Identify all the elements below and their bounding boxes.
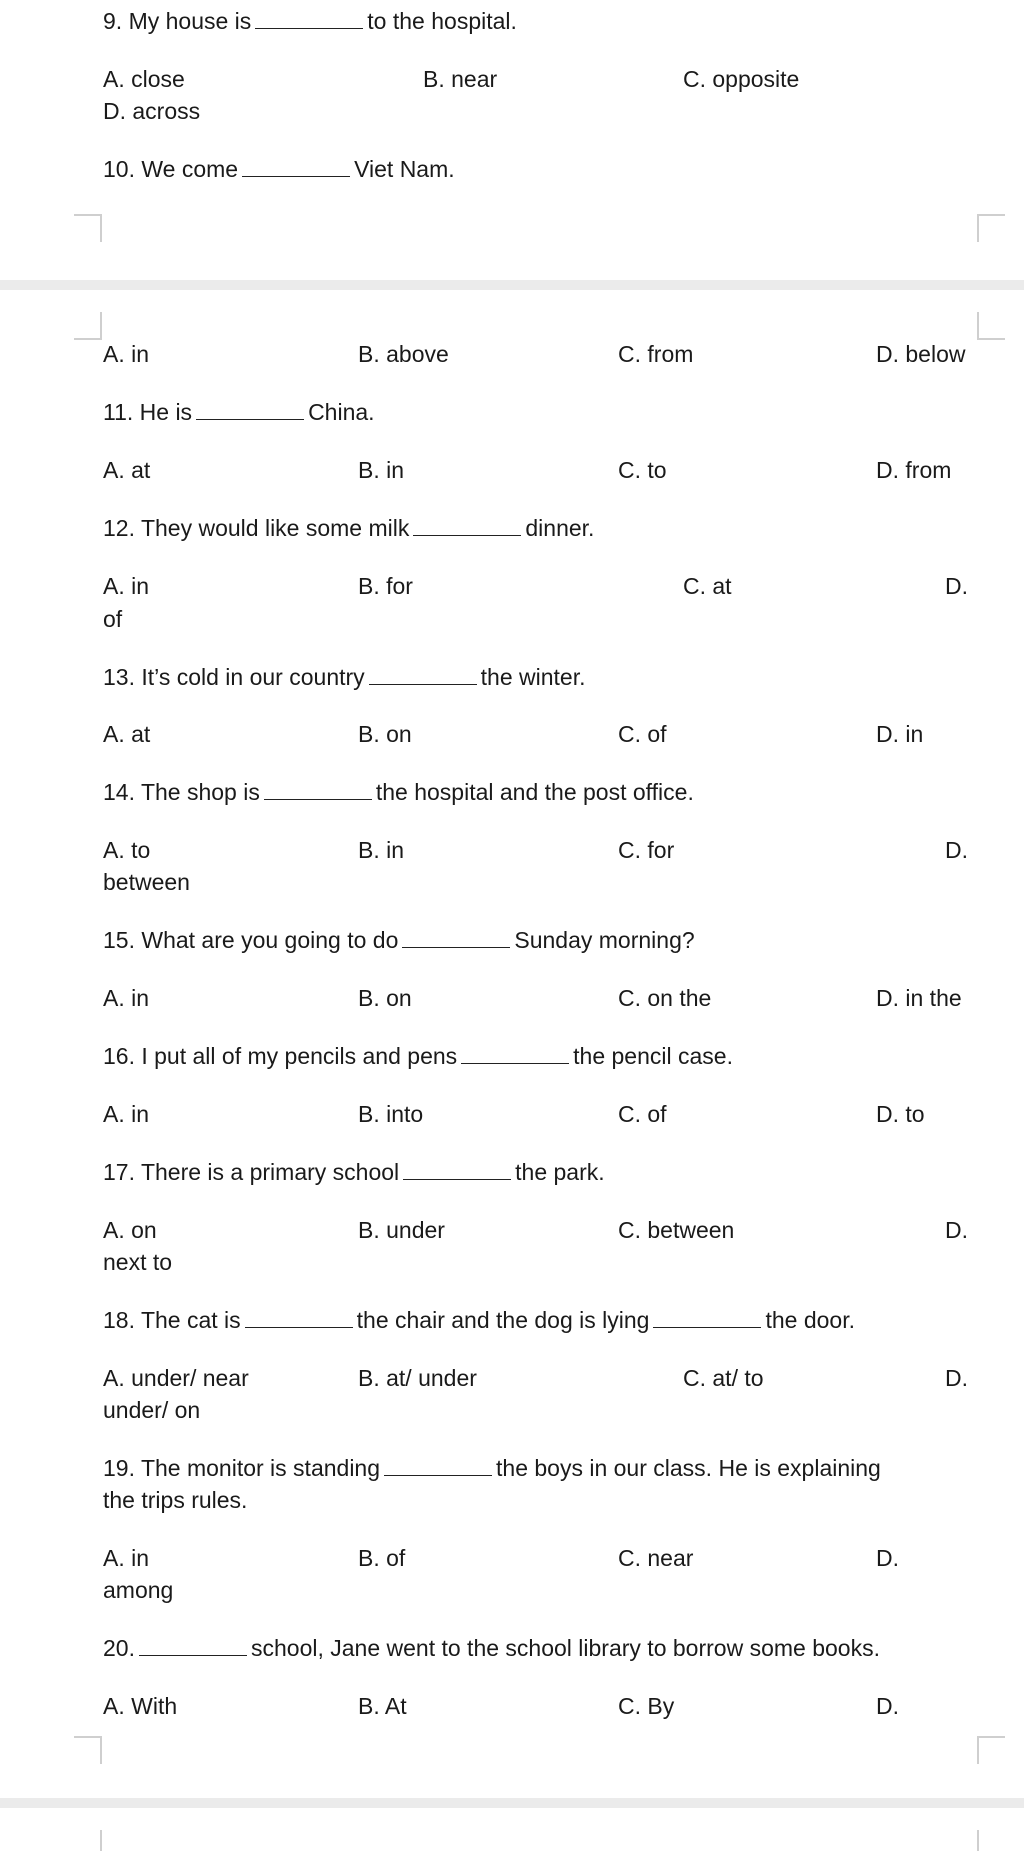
option-b: B. in	[358, 837, 405, 863]
option-a: A. in	[103, 1545, 150, 1571]
question-stem: 9. My house is	[103, 8, 252, 34]
option-b: B. into	[358, 1101, 424, 1127]
question-stem: 20.	[103, 1635, 135, 1661]
answer-blank	[264, 782, 372, 800]
answer-blank	[413, 518, 521, 536]
option-d: D.	[945, 1217, 968, 1243]
question-stem: the chair and the dog is lying	[356, 1307, 650, 1333]
question-10	[103, 155, 455, 183]
option-c: C. from	[618, 341, 694, 367]
answer-blank	[653, 1310, 761, 1328]
answer-blank	[255, 11, 363, 29]
question-stem: the door.	[765, 1307, 855, 1333]
page-corner-mark	[977, 1830, 979, 1851]
option-d: D.	[945, 1365, 968, 1391]
question-stem: 12. They would like some milk	[103, 515, 410, 541]
option-d: D. to	[876, 1101, 925, 1127]
option-a: A. in	[103, 573, 150, 599]
question-stem: 10. We come	[103, 156, 239, 182]
option-c: C. of	[618, 721, 667, 747]
option-c: C. at/ to	[683, 1365, 764, 1391]
question-stem: 17. There is a primary school	[103, 1159, 400, 1185]
question-stem: Sunday morning?	[514, 927, 695, 953]
option-b: B. of	[358, 1545, 406, 1571]
question-stem: the boys in our class. He is explaining	[496, 1455, 881, 1481]
option-b: B. in	[358, 457, 405, 483]
question-18	[103, 1306, 855, 1334]
option-a: A. at	[103, 457, 151, 483]
option-d: D. below	[876, 341, 966, 367]
option-c: C. between	[618, 1217, 735, 1243]
page-corner-mark	[74, 312, 102, 340]
option-b: B. near	[423, 66, 498, 92]
option-b: B. on	[358, 985, 412, 1011]
question-stem: the winter.	[480, 664, 586, 690]
answer-blank	[384, 1458, 492, 1476]
question-stem: the hospital and the post office.	[375, 779, 694, 805]
page-corner-mark	[977, 312, 1005, 340]
option-c: C. to	[618, 457, 667, 483]
question-stem: 13. It’s cold in our country	[103, 664, 365, 690]
option-d-text: among	[103, 1577, 174, 1603]
option-d: D.	[945, 573, 968, 599]
question-15	[103, 926, 695, 954]
option-d-text: under/ on	[103, 1397, 201, 1423]
question-stem: Viet Nam.	[354, 156, 455, 182]
option-a: A. to	[103, 837, 151, 863]
question-stem: dinner.	[525, 515, 595, 541]
question-13	[103, 663, 586, 691]
question-16	[103, 1042, 733, 1070]
option-a: A. in	[103, 985, 150, 1011]
page-corner-mark	[74, 214, 102, 242]
option-c: C. opposite	[683, 66, 800, 92]
option-c: C. near	[618, 1545, 694, 1571]
option-a: A. With	[103, 1693, 178, 1719]
page-corner-mark	[74, 1736, 102, 1764]
option-a: A. in	[103, 341, 150, 367]
option-b: B. on	[358, 721, 412, 747]
option-d: D. in	[876, 721, 924, 747]
question-stem: 16. I put all of my pencils and pens	[103, 1043, 458, 1069]
option-d: D. across	[103, 98, 201, 124]
question-11	[103, 398, 375, 426]
question-17	[103, 1158, 605, 1186]
question-stem: 19. The monitor is standing	[103, 1455, 381, 1481]
question-stem-continued: the trips rules.	[103, 1487, 248, 1513]
option-d-text: of	[103, 606, 123, 632]
question-19	[103, 1454, 881, 1482]
answer-blank	[402, 930, 510, 948]
question-stem: the pencil case.	[573, 1043, 733, 1069]
question-stem: 18. The cat is	[103, 1307, 241, 1333]
question-stem: 14. The shop is	[103, 779, 260, 805]
option-a: A. at	[103, 721, 151, 747]
answer-blank	[242, 159, 350, 177]
option-a: A. on	[103, 1217, 157, 1243]
answer-blank	[403, 1162, 511, 1180]
option-d: D.	[945, 837, 968, 863]
page-break	[0, 280, 1024, 290]
question-stem: to the hospital.	[367, 8, 517, 34]
answer-blank	[369, 667, 477, 685]
answer-blank	[461, 1046, 569, 1064]
option-d: D.	[876, 1545, 899, 1571]
question-stem: the park.	[515, 1159, 605, 1185]
option-b: B. above	[358, 341, 449, 367]
option-b: B. At	[358, 1693, 407, 1719]
option-b: B. under	[358, 1217, 445, 1243]
option-a: A. close	[103, 66, 185, 92]
option-c: C. By	[618, 1693, 675, 1719]
option-d-text: next to	[103, 1249, 173, 1275]
question-stem: 11. He is	[103, 399, 193, 425]
option-c: C. of	[618, 1101, 667, 1127]
option-d-text: between	[103, 869, 190, 895]
answer-blank	[196, 402, 304, 420]
option-a: A. in	[103, 1101, 150, 1127]
page-corner-mark	[977, 214, 1005, 242]
option-c: C. on the	[618, 985, 712, 1011]
option-c: C. for	[618, 837, 675, 863]
page-break	[0, 1798, 1024, 1808]
question-stem: school, Jane went to the school library to borrow some books.	[250, 1635, 880, 1661]
option-a: A. under/ near	[103, 1365, 249, 1391]
question-12	[103, 514, 594, 542]
page-corner-mark	[977, 1736, 1005, 1764]
page-corner-mark	[100, 1830, 102, 1851]
question-9	[103, 7, 517, 35]
question-20	[103, 1634, 880, 1662]
option-b: B. for	[358, 573, 413, 599]
option-d: D. from	[876, 457, 952, 483]
question-stem: 15. What are you going to do	[103, 927, 399, 953]
question-stem: China.	[308, 399, 375, 425]
option-b: B. at/ under	[358, 1365, 477, 1391]
option-c: C. at	[683, 573, 732, 599]
option-d: D. in the	[876, 985, 962, 1011]
answer-blank	[245, 1310, 353, 1328]
option-d: D.	[876, 1693, 899, 1719]
answer-blank	[139, 1638, 247, 1656]
question-14	[103, 778, 694, 806]
